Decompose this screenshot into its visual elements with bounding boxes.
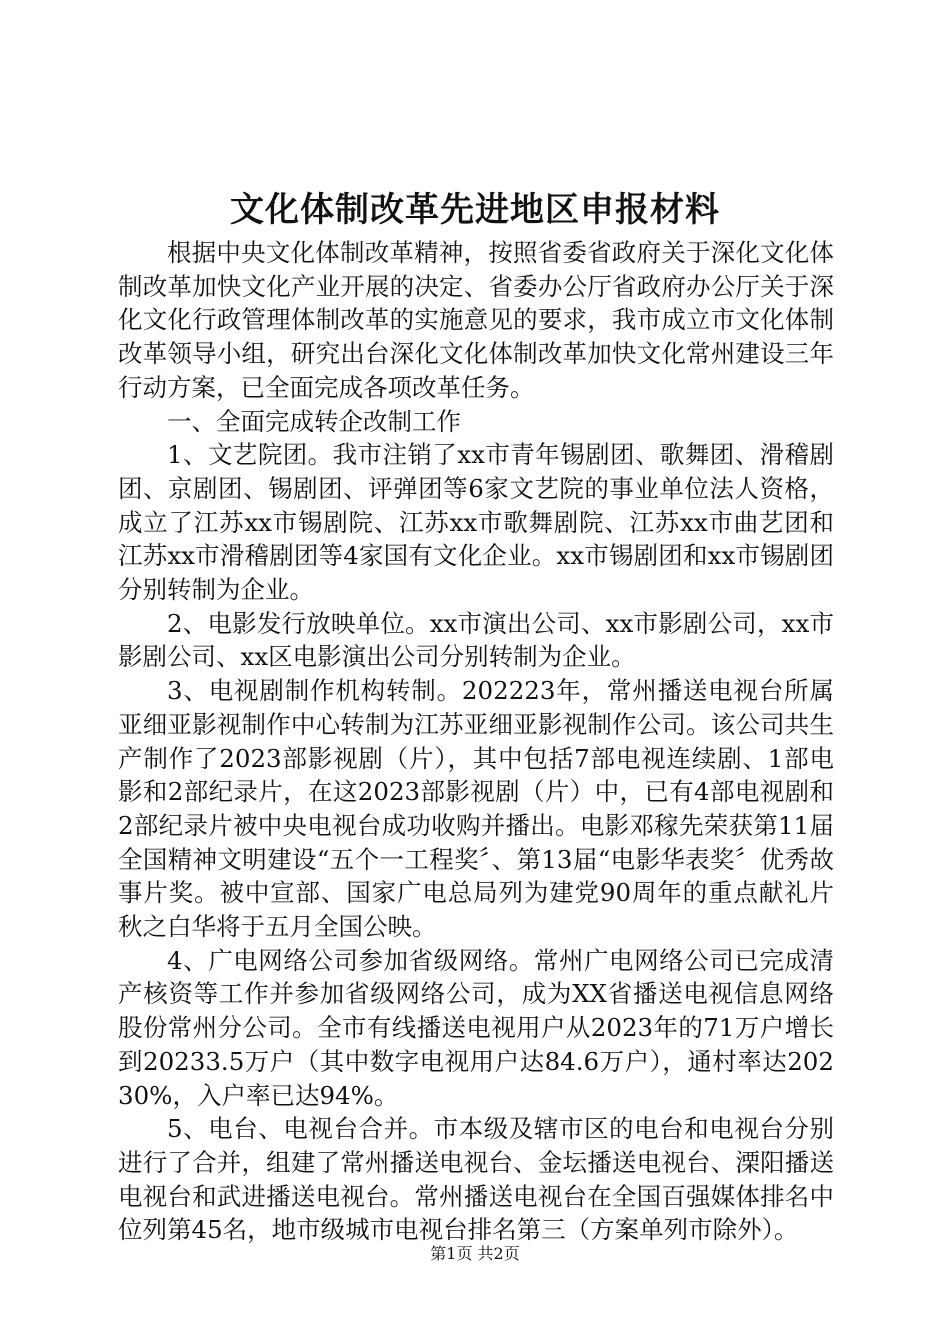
paragraph-item-4: 4、广电网络公司参加省级网络。常州广电网络公司已完成清产核资等工作并参加省级网络公司，成为XX省播送电视信息网络股份常州分公司。全市有线播送电视用户从2023年的71万户增长到20233.5万户（其中数字电视用户达84.6万户），通村率达20230%，入户率已达94%。 bbox=[118, 945, 834, 1110]
paragraph-item-5: 5、电台、电视台合并。市本级及辖市区的电台和电视台分别进行了合并，组建了常州播送电视台、金坛播送电视台、溧阳播送电视台和武进播送电视台。常州播送电视台在全国百强媒体排名中位列第45名，地市级城市电视台排名第三（方案单列市除外）。 bbox=[118, 1114, 834, 1245]
paragraph-item-3: 3、电视剧制作机构转制。202223年，常州播送电视台所属亚细亚影视制作中心转制为江苏亚细亚影视制作公司。该公司共生产制作了2023部影视剧（片），其中包括7部电视连续剧、1部电影和2部纪录片，在这2023部影视剧（片）中，已有4部电视剧和2部纪录片被中央电视台成功收购并播出。电影邓稼先荣获第11届全国精神文明建设“五个一工程奖〞、第13届“电影华表奖〞优秀故事片奖。被中宣部、国家广电总局列为建党90周年的重点献礼片秋之白华将于五月全国公映。 bbox=[118, 676, 834, 942]
section-heading: 一、全面完成转企改制工作 bbox=[167, 406, 461, 436]
paragraph-item-2: 2、电影发行放映单位。xx市演出公司、xx市影剧公司，xx市影剧公司、xx区电影演出公司分别转制为企业。 bbox=[118, 608, 834, 672]
paragraph-intro: 根据中央文化体制改革精神，按照省委省政府关于深化文化体制改革加快文化产业开展的决定、省委办公厅省政府办公厅关于深化文化行政管理体制改革的实施意见的要求，我市成立市文化体制改革领导小组，研究出台深化文化体制改革加快文化常州建设三年行动方案，已全面完成各项改革任务。 bbox=[118, 238, 834, 402]
page-footer: 第1页 共2页 bbox=[430, 1244, 520, 1263]
document-title: 文化体制改革先进地区申报材料 bbox=[230, 190, 720, 230]
paragraph-item-1: 1、文艺院团。我市注销了xx市青年锡剧团、歌舞团、滑稽剧团、京剧团、锡剧团、评弹团等6家文艺院的事业单位法人资格，成立了江苏xx市锡剧院、江苏xx市歌舞剧院、江苏xx市曲艺团和江苏xx市滑稽剧团等4家国有文化企业。xx市锡剧团和xx市锡剧团分别转制为企业。 bbox=[118, 440, 834, 605]
document-body bbox=[118, 236, 834, 1247]
